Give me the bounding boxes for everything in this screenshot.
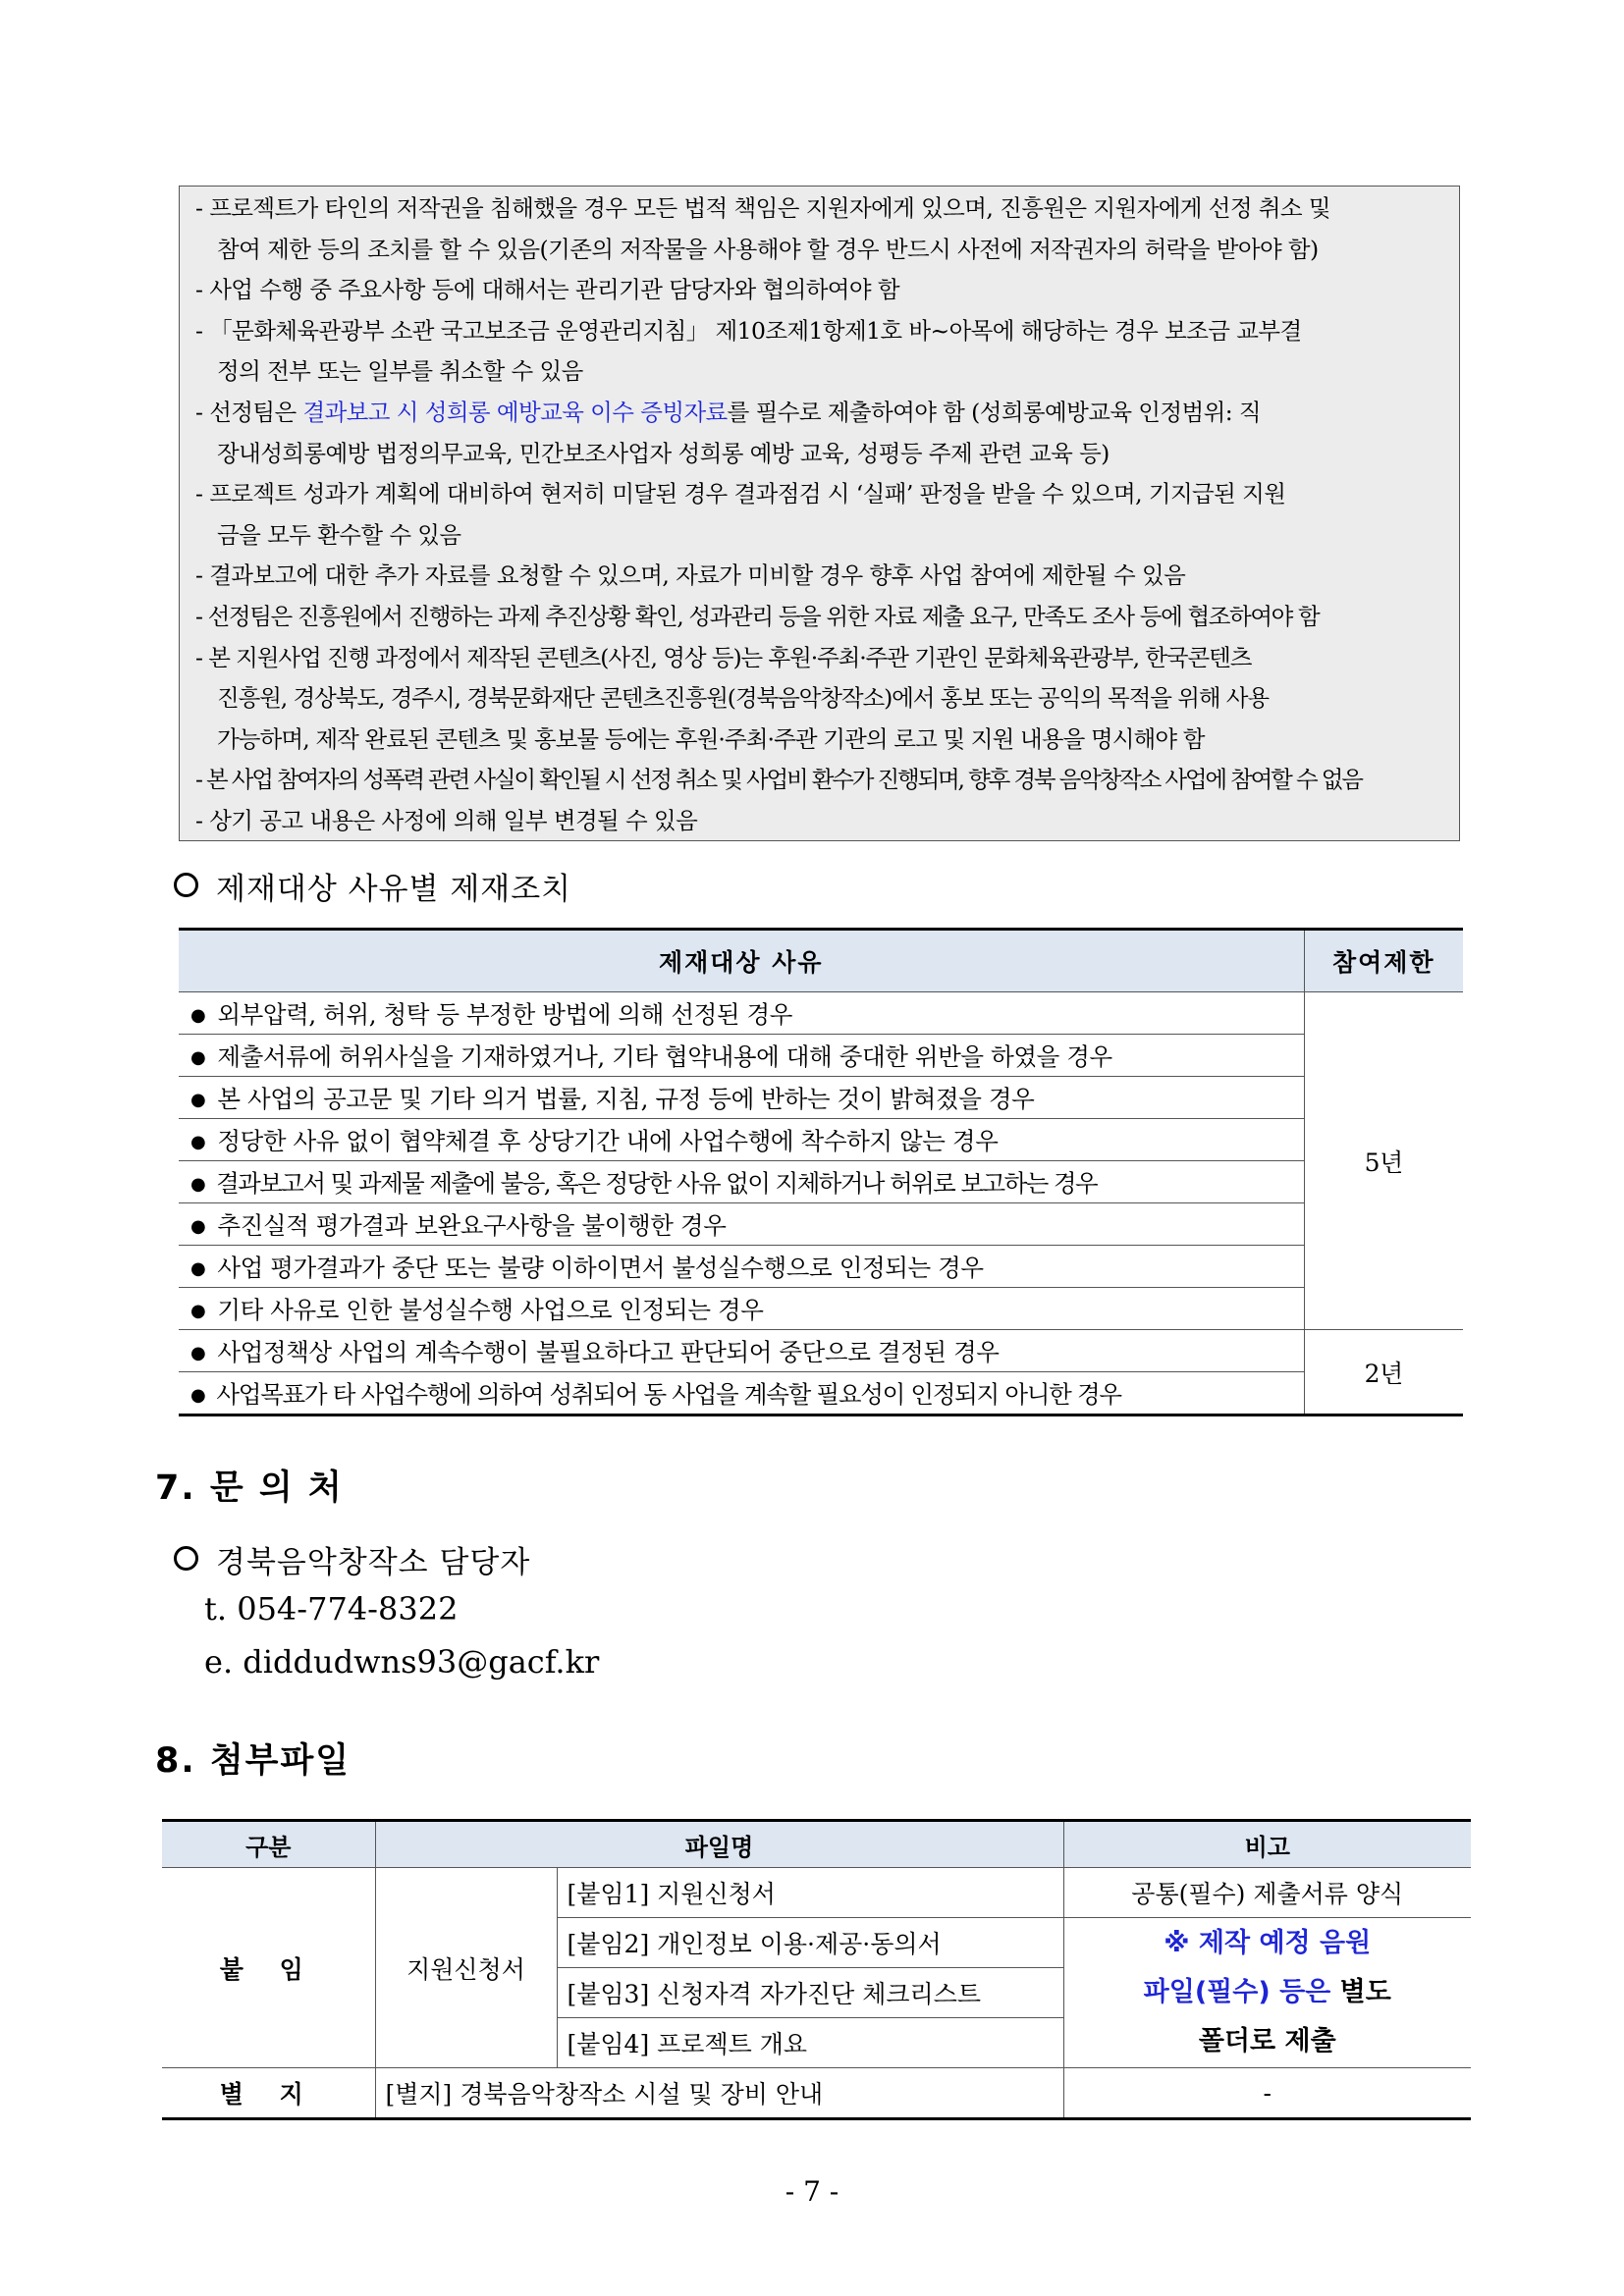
notice-line: 금을 모두 환수할 수 있음	[217, 520, 461, 549]
extra-note: -	[1063, 2068, 1471, 2119]
contact-phone: t. 054-774-8322	[204, 1590, 459, 1628]
notice-box	[179, 186, 1460, 841]
section8-title: 8. 첨부파일	[155, 1741, 352, 1781]
sanction-reason: ● 정당한 사유 없이 협약체결 후 상당기간 내에 사업수행에 착수하지 않는 경우	[179, 1119, 1304, 1161]
sanction-reason: ● 사업 평가결과가 중단 또는 불량 이하이면서 불성실수행으로 인정되는 경우	[179, 1246, 1304, 1288]
sanction-reason: ● 추진실적 평가결과 보완요구사항을 불이행한 경우	[179, 1203, 1304, 1246]
extra-category-label: 별 지	[162, 2068, 375, 2119]
page-number: - 7 -	[785, 2175, 839, 2208]
attach-header-category: 구분	[162, 1821, 375, 1868]
sanction-limit-5y: 5년	[1304, 992, 1463, 1330]
sanction-table	[179, 928, 1463, 1416]
attach-note-music	[1063, 1918, 1471, 2068]
attachment-table	[162, 1819, 1471, 2120]
attach-group-label: 지원신청서	[375, 1868, 557, 2068]
sanction-heading	[174, 864, 571, 908]
notice-text: 를 필수로 제출하여야 함 (성희롱예방교육 인정범위: 직	[727, 398, 1261, 426]
sanction-reason: ● 결과보고서 및 과제물 제출에 불응, 혹은 정당한 사유 없이 지체하거나 허위로 보고하는 경우	[179, 1161, 1304, 1203]
section7-title: 7. 문 의 처	[155, 1468, 344, 1508]
sanction-reason: ● 본 사업의 공고문 및 기타 의거 법률, 지침, 규정 등에 반하는 것이 밝혀졌을 경우	[179, 1077, 1304, 1119]
notice-text: - 선정팀은	[195, 398, 303, 426]
notice-line: - 본 지원사업 진행 과정에서 제작된 콘텐츠(사진, 영상 등)는 후원·주최·주관 기관인 문화체육관광부, 한국콘텐츠	[195, 643, 1252, 671]
attach-header-note: 비고	[1063, 1821, 1471, 1868]
circle-bullet-icon	[174, 873, 198, 897]
note-line: 파일(필수) 등은 별도	[1143, 1977, 1391, 2007]
extra-file[interactable]: [별지] 경북음악창작소 시설 및 장비 안내	[375, 2068, 1063, 2119]
sanction-header-limit: 참여제한	[1304, 930, 1463, 992]
notice-line: 정의 전부 또는 일부를 취소할 수 있음	[217, 357, 583, 386]
sanction-reason: ● 외부압력, 허위, 청탁 등 부정한 방법에 의해 선정된 경우	[179, 992, 1304, 1035]
notice-line: - 프로젝트 성과가 계획에 대비하여 현저히 미달된 경우 결과점검 시 ‘실패’ 판정을 받을 수 있으며, 기지급된 지원	[195, 480, 1286, 508]
notice-line: - 「문화체육관광부 소관 국고보조금 운영관리지침」 제10조제1항제1호 바~아목에 해당하는 경우 보조금 교부결	[195, 316, 1302, 345]
attach-file[interactable]: [붙임2] 개인정보 이용·제공·동의서	[557, 1918, 1063, 1968]
note-line: ※ 제작 예정 음원	[1164, 1928, 1372, 1958]
sanction-reason: ● 제출서류에 허위사실을 기재하였거나, 기타 협약내용에 대해 중대한 위반을 하였을 경우	[179, 1035, 1304, 1077]
notice-line: 진흥원, 경상북도, 경주시, 경북문화재단 콘텐츠진흥원(경북음악창작소)에서 홍보 또는 공익의 목적을 위해 사용	[217, 684, 1269, 713]
contact-email[interactable]: e. diddudwns93@gacf.kr	[204, 1643, 600, 1681]
notice-line	[195, 393, 1449, 434]
attach-file[interactable]: [붙임3] 신청자격 자가진단 체크리스트	[557, 1968, 1063, 2018]
sanction-header-reason: 제재대상 사유	[179, 930, 1304, 992]
note-line: 폴더로 제출	[1198, 2026, 1336, 2056]
contact-heading-text: 경북음악창작소 담당자	[216, 1545, 531, 1580]
sanction-reason: ● 사업정책상 사업의 계속수행이 불필요하다고 판단되어 중단으로 결정된 경우	[179, 1330, 1304, 1372]
contact-heading	[174, 1537, 530, 1581]
sanction-limit-2y: 2년	[1304, 1330, 1463, 1415]
attach-header-filename: 파일명	[375, 1821, 1063, 1868]
circle-bullet-icon	[174, 1546, 198, 1571]
notice-line: 참여 제한 등의 조치를 할 수 있음(기존의 저작물을 사용해야 할 경우 반드시 사전에 저작권자의 허락을 받아야 함)	[217, 235, 1319, 263]
notice-line: - 결과보고에 대한 추가 자료를 요청할 수 있으며, 자료가 미비할 경우 향후 사업 참여에 제한될 수 있음	[195, 561, 1186, 590]
attach-file[interactable]: [붙임1] 지원신청서	[557, 1868, 1063, 1918]
notice-line: - 사업 수행 중 주요사항 등에 대해서는 관리기관 담당자와 협의하여야 함	[195, 276, 899, 304]
notice-line: - 프로젝트가 타인의 저작권을 침해했을 경우 모든 법적 책임은 지원자에게 있으며, 진흥원은 지원자에게 선정 취소 및	[195, 194, 1331, 222]
notice-line: 장내성희롱예방 법정의무교육, 민간보조사업자 성희롱 예방 교육, 성평등 주제 관련 교육 등)	[217, 439, 1110, 467]
notice-highlight: 결과보고 시 성희롱 예방교육 이수 증빙자료	[302, 398, 728, 426]
attach-file[interactable]: [붙임4] 프로젝트 개요	[557, 2018, 1063, 2068]
sanction-heading-text: 제재대상 사유별 제재조치	[216, 872, 572, 907]
notice-line: - 상기 공고 내용은 사정에 의해 일부 변경될 수 있음	[195, 806, 698, 834]
attach-category-label: 붙 임	[162, 1868, 375, 2068]
notice-line: - 본 사업 참여자의 성폭력 관련 사실이 확인될 시 선정 취소 및 사업비 환수가 진행되며, 향후 경북 음악창작소 사업에 참여할 수 없음	[195, 766, 1362, 794]
sanction-reason: ● 기타 사유로 인한 불성실수행 사업으로 인정되는 경우	[179, 1288, 1304, 1330]
attach-note-common: 공통(필수) 제출서류 양식	[1063, 1868, 1471, 1918]
notice-line: - 선정팀은 진흥원에서 진행하는 과제 추진상황 확인, 성과관리 등을 위한 자료 제출 요구, 만족도 조사 등에 협조하여야 함	[195, 602, 1320, 630]
sanction-reason: ● 사업목표가 타 사업수행에 의하여 성취되어 동 사업을 계속할 필요성이 인정되지 아니한 경우	[179, 1372, 1304, 1415]
notice-line: 가능하며, 제작 완료된 콘텐츠 및 홍보물 등에는 후원·주최·주관 기관의 로고 및 지원 내용을 명시해야 함	[217, 724, 1205, 753]
